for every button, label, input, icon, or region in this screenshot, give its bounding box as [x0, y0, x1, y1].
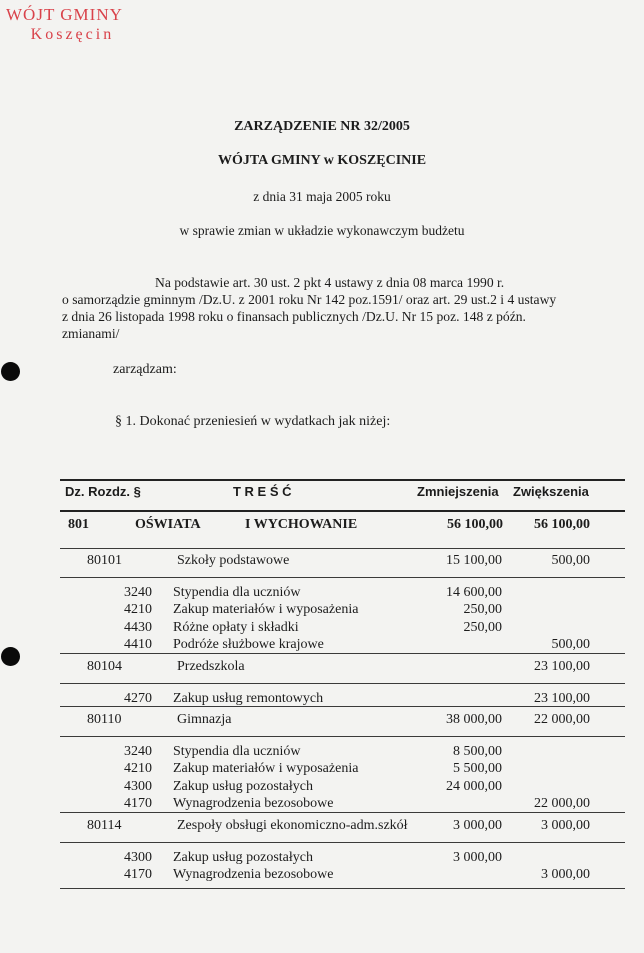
table-row: [0, 585, 644, 603]
header-content: T R E Ś Ć: [233, 484, 292, 499]
row-name: Zakup materiałów i wyposażenia: [173, 602, 359, 618]
row-code: 80101: [87, 553, 122, 568]
decree-word: zarządzam:: [113, 362, 177, 377]
table-row: [0, 761, 644, 779]
decree-issuer: WÓJTA GMINY w KOSZĘCINIE: [217, 153, 427, 168]
table-top-rule: [60, 479, 625, 481]
row-increase: 23 100,00: [534, 690, 590, 706]
table-row: [0, 850, 644, 868]
section-increase: 56 100,00: [534, 517, 590, 532]
row-code: 80110: [87, 712, 122, 727]
row-decrease: 250,00: [463, 619, 502, 635]
row-decrease: 5 500,00: [453, 761, 502, 777]
row-name: Gimnazja: [177, 712, 232, 727]
row-increase: 22 000,00: [534, 712, 590, 727]
row-rule: [60, 706, 625, 707]
row-decrease: 3 000,00: [453, 817, 502, 833]
row-rule: [60, 548, 625, 549]
row-decrease: 15 100,00: [446, 553, 502, 568]
legal-basis-line: z dnia 26 listopada 1998 roku o finansach publicznych /Dz.U. Nr 15 poz. 148 z późn.: [62, 309, 526, 324]
row-name: Podróże służbowe krajowe: [173, 637, 324, 653]
section-decrease: 56 100,00: [447, 517, 503, 532]
row-name: Stypendia dla uczniów: [173, 585, 301, 600]
row-code: 3240: [124, 585, 152, 600]
row-increase: 22 000,00: [534, 796, 590, 812]
row-rule: [60, 842, 625, 843]
decree-subject: w sprawie zmian w układzie wykonawczym budżetu: [179, 223, 465, 238]
section-name: OŚWIATA: [135, 517, 201, 532]
row-code: 4430: [124, 619, 152, 635]
row-name: Wynagrodzenia bezosobowe: [173, 867, 334, 882]
chapter-row: [0, 818, 644, 836]
row-increase: 500,00: [551, 553, 590, 568]
punch-hole-icon: [1, 362, 20, 381]
row-rule: [60, 577, 625, 578]
row-name: Stypendia dla uczniów: [173, 744, 301, 759]
row-code: 4270: [124, 690, 152, 706]
row-decrease: 14 600,00: [446, 585, 502, 600]
row-name: Różne opłaty i składki: [173, 619, 299, 635]
row-name: Zakup usług remontowych: [173, 690, 324, 706]
row-rule: [60, 812, 625, 813]
chapter-row: [0, 553, 644, 571]
row-name: Wynagrodzenia bezosobowe: [173, 796, 334, 812]
row-rule: [60, 653, 625, 654]
stamp-line-1: WÓJT GMINY: [6, 5, 123, 24]
table-row: [0, 744, 644, 762]
table-header: [0, 484, 644, 502]
legal-basis-line: o samorządzie gminnym /Dz.U. z 2001 roku Nr 142 poz.1591/ oraz art. 29 ust.2 i 4 ustawy: [62, 292, 557, 307]
row-decrease: 38 000,00: [446, 712, 502, 727]
office-stamp: [6, 5, 123, 45]
section-name: I WYCHOWANIE: [245, 517, 358, 532]
section-row: [0, 517, 644, 535]
row-code: 4410: [124, 637, 152, 653]
paragraph-1: § 1. Dokonać przeniesień w wydatkach jak niżej:: [115, 414, 391, 429]
row-decrease: 24 000,00: [446, 778, 502, 794]
row-decrease: 8 500,00: [453, 744, 502, 759]
table-header-rule: [60, 510, 625, 512]
row-rule: [60, 683, 625, 684]
row-name: Przedszkola: [177, 658, 245, 674]
row-rule: [60, 736, 625, 737]
table-row: [0, 602, 644, 620]
section-code: 801: [68, 517, 89, 532]
header-codes: Dz. Rozdz. §: [65, 484, 141, 499]
chapter-row: [0, 659, 644, 677]
row-name: Zespoły obsługi ekonomiczno-adm.szkół: [177, 817, 408, 833]
row-increase: 23 100,00: [534, 658, 590, 674]
legal-basis-line: Na podstawie art. 30 ust. 2 pkt 4 ustawy z dnia 08 marca 1990 r.: [155, 275, 505, 290]
table-bottom-rule: [60, 888, 625, 889]
legal-basis-line: zmianami/: [62, 326, 120, 341]
row-decrease: 250,00: [463, 602, 502, 618]
row-code: 4210: [124, 602, 152, 618]
stamp-line-2: Koszęcin: [30, 26, 115, 43]
table-row: [0, 779, 644, 797]
table-row: [0, 867, 644, 885]
chapter-row: [0, 712, 644, 730]
row-increase: 3 000,00: [541, 817, 590, 833]
header-decrease: Zmniejszenia: [417, 484, 499, 499]
row-code: 4170: [124, 796, 152, 812]
table-row: [0, 620, 644, 638]
row-increase: 3 000,00: [541, 867, 590, 882]
row-name: Zakup materiałów i wyposażenia: [173, 761, 359, 777]
decree-title: ZARZĄDZENIE NR 32/2005: [234, 119, 410, 134]
row-code: 80114: [87, 817, 122, 833]
row-name: Szkoły podstawowe: [177, 553, 290, 568]
row-code: 80104: [87, 658, 122, 674]
header-increase: Zwiększenia: [513, 484, 589, 499]
decree-date: z dnia 31 maja 2005 roku: [253, 189, 391, 204]
row-name: Zakup usług pozostałych: [173, 849, 313, 865]
row-decrease: 3 000,00: [453, 849, 502, 865]
row-code: 4210: [124, 761, 152, 777]
legal-basis: [62, 274, 622, 342]
row-code: 4170: [124, 867, 152, 882]
row-code: 4300: [124, 849, 152, 865]
row-code: 3240: [124, 744, 152, 759]
row-name: Zakup usług pozostałych: [173, 778, 313, 794]
row-code: 4300: [124, 778, 152, 794]
row-increase: 500,00: [551, 637, 590, 653]
